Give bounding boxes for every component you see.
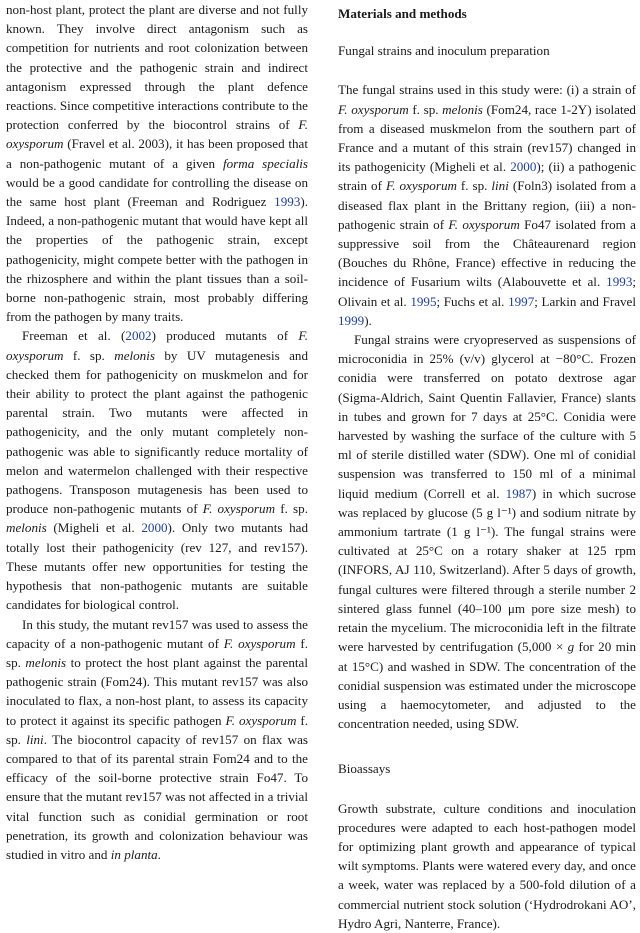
text-run: ; Olivain et al. xyxy=(338,274,636,309)
text-run: The fungal strains used in this study were: (i) a strain of xyxy=(338,82,636,98)
text-run: ; Fuchs et al. xyxy=(436,293,509,309)
paragraph xyxy=(6,326,308,614)
text-run: ) in which sucrose was replaced by glucose (5 g l⁻¹) and sodium nitrate by ammonium tartrate (1 g l⁻¹). The fungal strains were cultivated at 25°C on a rotary shaker at 125 rpm (INFORS, AJ 110, Switzerland). After 5 days of growth, fungal cultures were filtered through a sterile number 2 sintered glass funnel (40–100 μm pore size mesh) to retain the mycelium. The microconidia left in the filtrate were harvested by centrifugation (5,000 × xyxy=(338,485,636,655)
italic-term: melonis xyxy=(114,347,155,363)
italic-term: F. oxysporum xyxy=(202,501,276,517)
italic-term: melonis xyxy=(6,520,47,536)
paragraph xyxy=(338,799,636,933)
italic-term: F. oxysporum xyxy=(6,328,308,363)
text-run: f. sp. xyxy=(6,635,308,670)
italic-term: F. oxysporum xyxy=(338,101,409,117)
text-run: Freeman et al. ( xyxy=(22,328,126,344)
italic-term: melonis xyxy=(25,654,67,670)
text-run: In this study, the mutant rev157 was used to assess the capacity of a non-pathogenic mutant of xyxy=(6,616,308,651)
text-run: for 20 min at 15°C) and washed in SDW. The concentration of the conidial suspension was estimated under the microscope using a haemocytometer, and adjusted to the concentration needed, using SDW. xyxy=(338,639,636,732)
subsection-heading: Fungal strains and inoculum preparation xyxy=(338,43,550,59)
citation-link[interactable]: 1987 xyxy=(505,485,532,501)
text-run: (Fom24, race 1-2Y) isolated from a diseased muskmelon from the southern part of France and a mutant of this strain (rev157) changed in its pathogenicity (Migheli et al. xyxy=(338,101,636,175)
italic-term: F. oxysporum xyxy=(385,178,457,194)
paragraph xyxy=(6,0,308,326)
citation-link[interactable]: 2000 xyxy=(510,159,537,175)
text-run: (Foln3) isolated from a diseased flax plant in the Brittany region, (iii) a non-pathogenic strain of xyxy=(338,178,637,232)
text-run: f. sp. xyxy=(456,178,492,194)
citation-link[interactable]: 2000 xyxy=(141,520,168,536)
subsection-heading: Bioassays xyxy=(338,761,391,777)
text-run: ). Only two mutants had totally lost their pathogenicity (rev 127, and rev157). These mutants offer new opportunities for testing the hypothesis that non-pathogenic mutants are suitable candidates for biological control. xyxy=(6,520,308,613)
text-run: (Migheli et al. xyxy=(46,520,142,536)
citation-link[interactable]: 1993 xyxy=(606,274,633,290)
paragraph xyxy=(6,615,308,865)
text-run: ); (ii) a pathogenic strain of xyxy=(338,159,636,194)
paragraph xyxy=(338,330,636,733)
italic-term: g xyxy=(567,639,575,655)
italic-term: F. oxysporum xyxy=(6,117,308,152)
italic-term: F. oxysporum xyxy=(225,712,297,728)
right-column xyxy=(338,0,636,933)
italic-term: lini xyxy=(26,731,44,747)
italic-term: melonis xyxy=(442,101,483,117)
citation-link[interactable]: 2002 xyxy=(125,328,152,344)
text-run: would be a good candidate for controlling the disease on the same host plant (Freeman and Rodriguez xyxy=(6,174,308,210)
text-run: ) produced mutants of xyxy=(151,328,299,344)
citation-link[interactable]: 1997 xyxy=(508,293,535,309)
paragraph xyxy=(338,80,636,330)
text-run: f. sp. xyxy=(63,347,115,363)
italic-term: F. oxysporum xyxy=(448,216,520,232)
text-run: Fungal strains were cryopreserved as suspensions of microconidia in 25% (v/v) glycerol at −80°C. Frozen conidia were transferred on potato dextrose agar (Sigma-Aldrich, Saint Quentin Fallavier, France) slants in tubes and grown for 7 days at 25°C. Conidia were harvested by washing the surface of the culture with 5 ml of sterile distilled water (SDW). One ml of conidial suspension was transferred to 150 ml of a minimal liquid medium (Correll et al. xyxy=(338,332,636,501)
text-run: by UV mutagenesis and checked them for pathogenicity on muskmelon and for their ability to protect the plant against the pathogenic parental strain. Two mutants were affected in pathogenicity, and the only mutant completely non-pathogenic was able to significantly reduce mortality of melon and watermelon challenged with their respective pathogens. Transposon mutagenesis has been used to produce non-pathogenic mutants of xyxy=(6,347,308,517)
italic-term: F. oxysporum xyxy=(223,635,296,651)
text-run: . The biocontrol capacity of rev157 on flax was compared to that of its parental strain Fom24 and to the efficacy of the soil-borne protective strain Fo47. To ensure that the mutant rev157 was not affected in a trivial vital function such as conidial germination or root penetration, its growth and colonization behaviour was studied in vitro and xyxy=(6,731,308,862)
section-heading: Materials and methods xyxy=(338,6,467,21)
citation-link[interactable]: 1993 xyxy=(274,194,301,210)
text-run: f. sp. xyxy=(6,712,308,747)
text-run: (Fravel et al. 2003), it has been proposed that a non-pathogenic mutant of a given xyxy=(6,136,308,171)
text-run: ). Indeed, a non-pathogenic mutant that would have kept all the properties of the pathogenic strain, except pathogenicity, might compete better with the pathogen in the rhizosphere and within the plant tissues than a soil-borne non-pathogenic strain, most probably differing from the pathogen by many traits. xyxy=(6,194,308,325)
italic-term: in planta xyxy=(110,846,158,862)
text-run: . xyxy=(157,846,161,862)
text-run: non-host plant, protect the plant are diverse and not fully known. They involve direct antagonism such as competition for nutrients and root colonization between the protective and the pathogenic strain and indirect antagonism expressed through the plant defence reactions. Since competitive interactions contribute to the protection conferred by the biocontrol strains of xyxy=(6,2,308,133)
citation-link[interactable]: 1999 xyxy=(338,312,365,328)
text-run: ; Larkin and Fravel xyxy=(534,293,636,309)
text-run: f. sp. xyxy=(275,501,308,517)
text-run: to protect the host plant against the parental pathogenic strain (Fom24). This mutant rev157 was also inoculated to flax, a non-host plant, to assess its capacity to protect it against its specific pathogen xyxy=(6,654,308,728)
left-column xyxy=(6,0,308,864)
text-run: ). xyxy=(364,312,372,328)
italic-term: lini xyxy=(491,178,509,194)
text-run: Fo47 isolated from a suppressive soil from the Châteaurenard region (Bouches du Rhône, France) effective in reducing the incidence of Fusarium wilts (Alabouvette et al. xyxy=(338,216,636,290)
text-run: f. sp. xyxy=(408,101,443,117)
italic-term: forma specialis xyxy=(222,155,308,171)
citation-link[interactable]: 1995 xyxy=(410,293,437,309)
text-run: Growth substrate, culture conditions and inoculation procedures were adapted to each host-pathogen model for optimizing plant growth and appearance of typical wilt symptoms. Plants were watered every day, and once a week, water was replaced by a 500-fold dilution of a commercial nutrient stock solution (‘Hydrodrokani AO’, Hydro Agri, Nanterre, France). xyxy=(338,800,636,931)
